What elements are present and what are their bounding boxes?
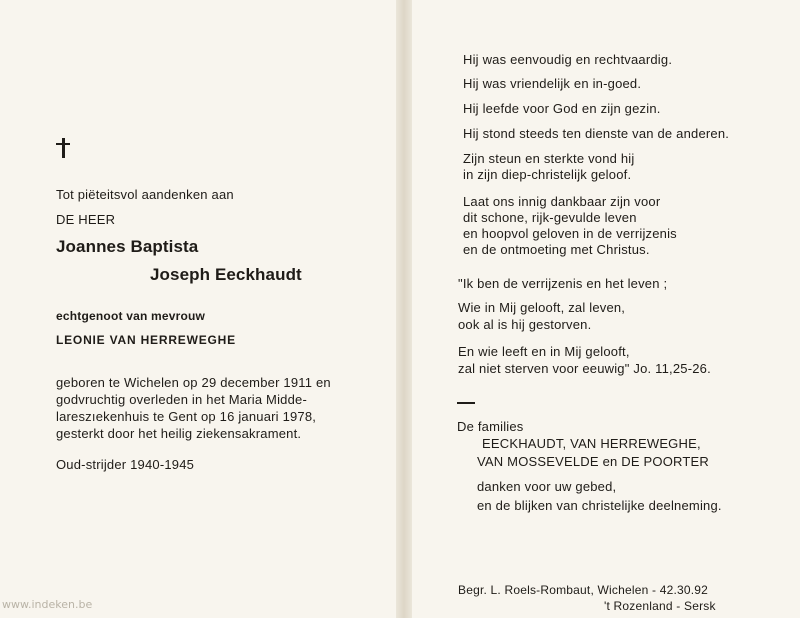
- quote-line: Wie in Mij gelooft, zal leven,: [458, 300, 626, 315]
- quote-line: "Ik ben de verrijzenis en het leven ;: [458, 276, 668, 291]
- printer-line: Begr. L. Roels-Rombaut, Wichelen - 42.30.92: [458, 583, 709, 597]
- verse1-line: Hij was vriendelijk en in-goed.: [463, 76, 642, 91]
- card-fold: [396, 0, 412, 618]
- bio-line: geboren te Wichelen op 29 december 1911 en: [56, 375, 331, 390]
- verse1-line: Hij leefde voor God en zijn gezin.: [463, 101, 661, 116]
- quote-line: ook al is hij gestorven.: [458, 317, 592, 332]
- thanks-line: danken voor uw gebed,: [477, 479, 617, 494]
- section-divider: [457, 402, 475, 404]
- thanks-line: en de blijken van christelijke deelneming.: [477, 498, 722, 513]
- verse3-line: Laat ons innig dankbaar zijn voor: [463, 194, 661, 209]
- bio-line: godvruchtig overleden in het Maria Midde-: [56, 392, 307, 407]
- spouse-name: LEONIE VAN HERREWEGHE: [56, 333, 236, 347]
- verse3-line: en de ontmoeting met Christus.: [463, 242, 650, 257]
- quote-line: En wie leeft en in Mij gelooft,: [458, 344, 630, 359]
- verse2-line: in zijn diep-christelijk geloof.: [463, 167, 632, 182]
- deceased-name-line1: Joannes Baptista: [56, 237, 199, 256]
- quote-line: zal niet sterven voor eeuwig" Jo. 11,25-26.: [458, 361, 711, 376]
- printer-line: 't Rozenland - Sersk: [604, 599, 716, 613]
- cross-icon: [56, 138, 70, 158]
- deceased-name-line2: Joseph Eeckhaudt: [150, 265, 302, 284]
- intro-text: Tot piëteitsvol aandenken aan: [56, 187, 234, 202]
- spouse-intro: echtgenoot van mevrouw: [56, 309, 206, 323]
- veteran-text: Oud-strijder 1940-1945: [56, 457, 195, 472]
- verse3-line: dit schone, rijk-gevulde leven: [463, 210, 637, 225]
- families-line: VAN MOSSEVELDE en DE POORTER: [477, 454, 709, 469]
- verse3-line: en hoopvol geloven in de verrijzenis: [463, 226, 677, 241]
- verse1-line: Hij stond steeds ten dienste van de anderen.: [463, 126, 730, 141]
- bio-line: lareszıekenhuis te Gent op 16 januari 1978,: [56, 409, 317, 424]
- bio-line: gesterkt door het heilig ziekensakrament.: [56, 426, 302, 441]
- verse2-line: Zijn steun en sterkte vond hij: [463, 151, 635, 166]
- families-line: EECKHAUDT, VAN HERREWEGHE,: [482, 436, 701, 451]
- families-intro: De families: [457, 419, 524, 434]
- watermark: www.indeken.be: [2, 598, 93, 611]
- title-text: DE HEER: [56, 212, 116, 227]
- verse1-line: Hij was eenvoudig en rechtvaardig.: [463, 52, 673, 67]
